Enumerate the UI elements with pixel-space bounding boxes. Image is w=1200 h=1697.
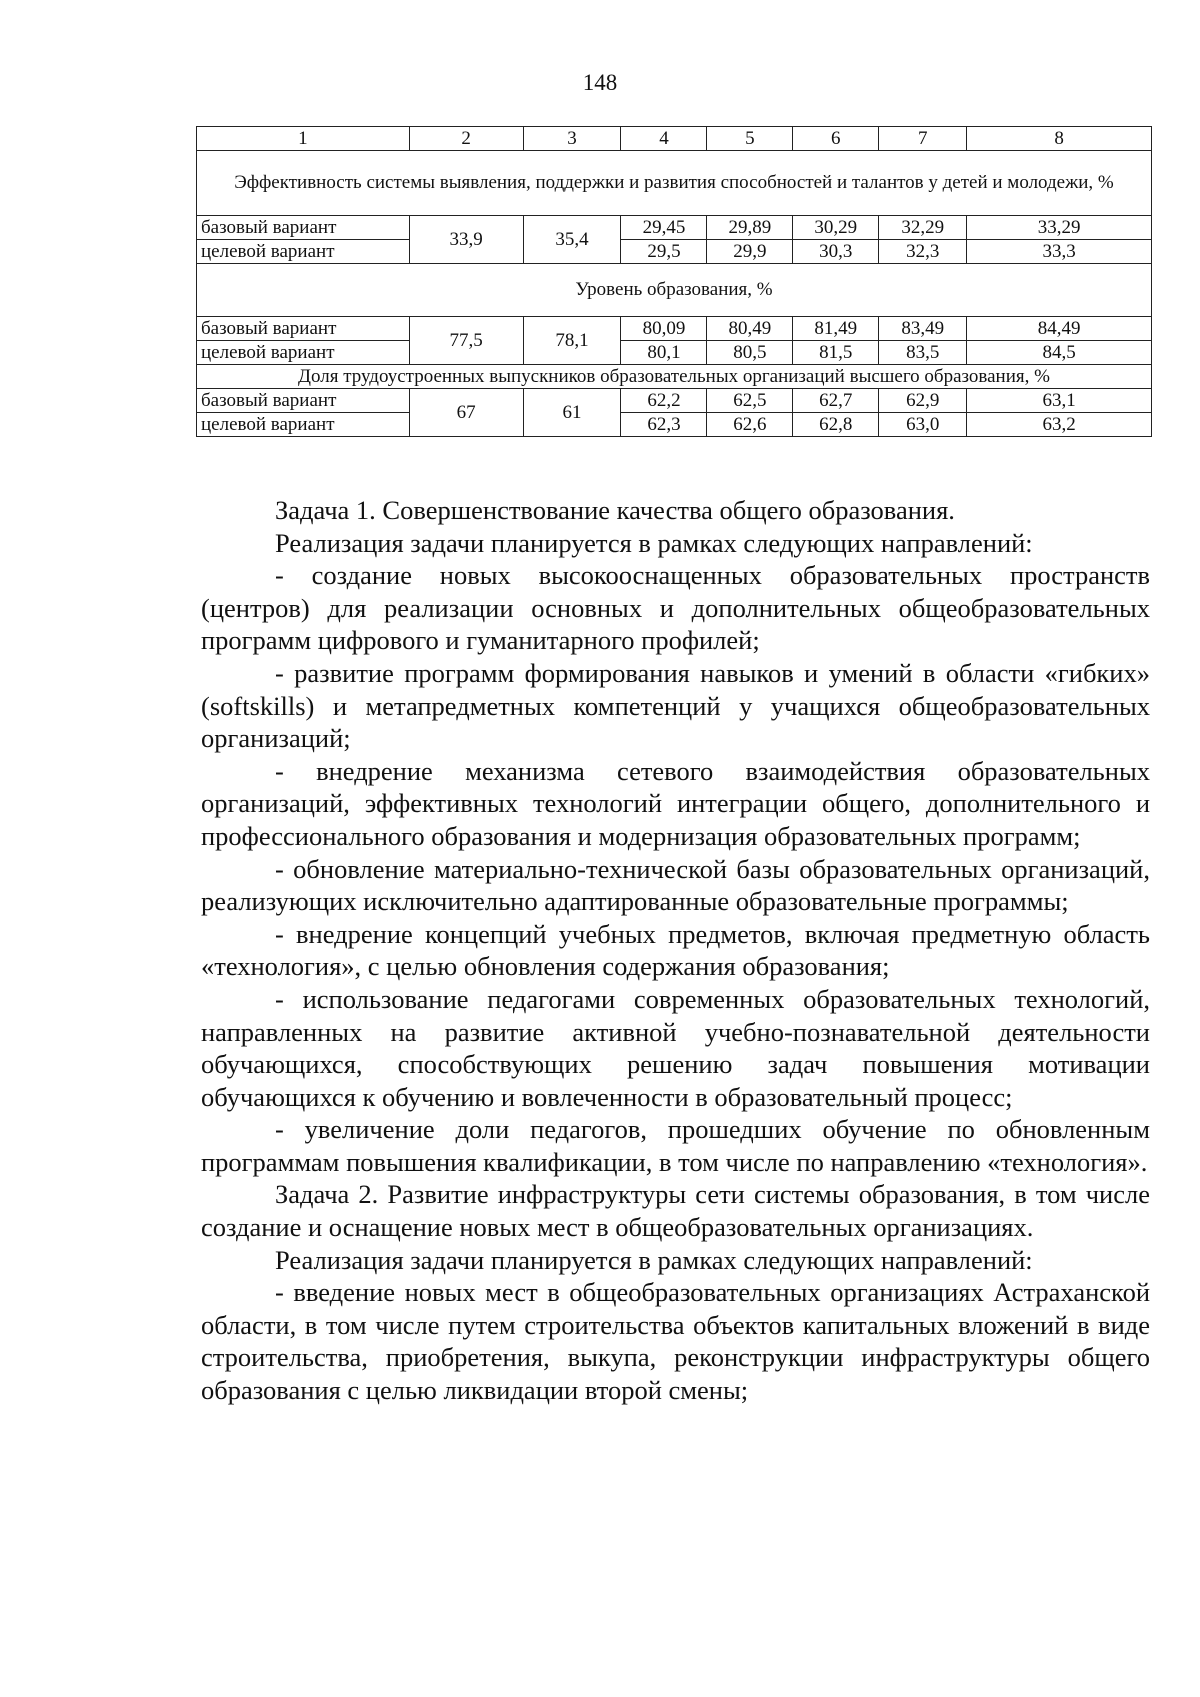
table-row bbox=[197, 240, 1152, 264]
value-cell: 33,3 bbox=[967, 240, 1152, 264]
column-header: 4 bbox=[621, 127, 707, 151]
value-cell: 32,29 bbox=[879, 216, 967, 240]
value-cell: 32,3 bbox=[879, 240, 967, 264]
merged-value-cell: 77,5 bbox=[409, 317, 523, 365]
column-header: 5 bbox=[707, 127, 793, 151]
value-cell: 83,49 bbox=[879, 317, 967, 341]
value-cell: 84,49 bbox=[967, 317, 1152, 341]
list-item: - внедрение механизма сетевого взаимодействия образовательных организаций, эффективных технологий интеграции общего, дополнительного и профессионального образования и модернизация образовательных программ; bbox=[201, 755, 1150, 851]
list-item: - увеличение доли педагогов, прошедших обучение по обновленным программам повышения квалификации, в том числе по направлению «технология». bbox=[201, 1114, 1150, 1177]
list-item: - развитие программ формирования навыков и умений в области «гибких» (softskills) и метапредметных компетенций у учащихся общеобразовательных организаций; bbox=[201, 657, 1150, 754]
row-label: базовый вариант bbox=[197, 389, 410, 413]
value-cell: 33,29 bbox=[967, 216, 1152, 240]
value-cell: 29,9 bbox=[707, 240, 793, 264]
indicators-table bbox=[196, 126, 1152, 437]
value-cell: 84,5 bbox=[967, 341, 1152, 365]
value-cell: 80,1 bbox=[621, 341, 707, 365]
task-heading: Задача 1. Совершенствование качества общего образования. bbox=[275, 495, 955, 525]
page-number: 148 bbox=[582, 70, 618, 95]
column-header: 3 bbox=[523, 127, 621, 151]
value-cell: 30,29 bbox=[793, 216, 879, 240]
value-cell: 63,2 bbox=[967, 413, 1152, 437]
value-cell: 62,6 bbox=[707, 413, 793, 437]
value-cell: 29,89 bbox=[707, 216, 793, 240]
paragraph: Реализация задачи планируется в рамках следующих направлений: bbox=[275, 527, 1033, 558]
value-cell: 62,5 bbox=[707, 389, 793, 413]
merged-value-cell: 78,1 bbox=[523, 317, 621, 365]
section-title: Уровень образования, % bbox=[197, 264, 1152, 317]
section-title: Доля трудоустроенных выпускников образовательных организаций высшего образования, % bbox=[197, 365, 1152, 389]
body-text bbox=[201, 494, 1150, 1407]
value-cell: 62,7 bbox=[793, 389, 879, 413]
paragraph: Реализация задачи планируется в рамках следующих направлений: bbox=[275, 1244, 1033, 1275]
column-header: 2 bbox=[409, 127, 523, 151]
table-row bbox=[197, 216, 1152, 240]
list-item: - внедрение концепций учебных предметов, включая предметную область «технология», с целью обновления содержания образования; bbox=[201, 918, 1150, 982]
list-item: - создание новых высокооснащенных образовательных пространств (центров) для реализации основных и дополнительных общеобразовательных программ цифрового и гуманитарного профилей; bbox=[201, 560, 1150, 656]
section-title-row bbox=[197, 151, 1152, 216]
merged-value-cell: 67 bbox=[409, 389, 523, 437]
merged-value-cell: 33,9 bbox=[409, 216, 523, 264]
row-label: целевой вариант bbox=[197, 413, 410, 437]
table-row bbox=[197, 317, 1152, 341]
list-item: - введение новых мест в общеобразовательных организациях Астраханской области, в том числе путем строительства объектов капитальных вложений в виде строительства, приобретения, выкупа, реконструкции инфраструктуры общего образования с целью ликвидации второй смены; bbox=[201, 1277, 1150, 1406]
section-title: Эффективность системы выявления, поддержки и развития способностей и талантов у детей и молодежи, % bbox=[197, 151, 1152, 216]
value-cell: 62,8 bbox=[793, 413, 879, 437]
value-cell: 83,5 bbox=[879, 341, 967, 365]
row-label: целевой вариант bbox=[197, 240, 410, 264]
section-title-row bbox=[197, 264, 1152, 317]
row-label: целевой вариант bbox=[197, 341, 410, 365]
column-header: 6 bbox=[793, 127, 879, 151]
value-cell: 80,5 bbox=[707, 341, 793, 365]
merged-value-cell: 61 bbox=[523, 389, 621, 437]
column-header: 7 bbox=[879, 127, 967, 151]
row-label: базовый вариант bbox=[197, 216, 410, 240]
value-cell: 80,49 bbox=[707, 317, 793, 341]
value-cell: 81,5 bbox=[793, 341, 879, 365]
merged-value-cell: 35,4 bbox=[523, 216, 621, 264]
value-cell: 63,1 bbox=[967, 389, 1152, 413]
value-cell: 62,3 bbox=[621, 413, 707, 437]
table-header-row bbox=[197, 127, 1152, 151]
value-cell: 29,5 bbox=[621, 240, 707, 264]
row-label: базовый вариант bbox=[197, 317, 410, 341]
value-cell: 62,2 bbox=[621, 389, 707, 413]
list-item: - использование педагогами современных образовательных технологий, направленных на развитие активной учебно-познавательной деятельности обучающихся, способствующих решению задач повышения мотивации обучающихся к обучению и вовлеченности в образовательный процесс; bbox=[201, 983, 1150, 1112]
table-row bbox=[197, 341, 1152, 365]
value-cell: 80,09 bbox=[621, 317, 707, 341]
table-row bbox=[197, 413, 1152, 437]
task-heading: Задача 2. Развитие инфраструктуры сети системы образования, в том числе создание и оснащение новых мест в общеобразовательных организациях. bbox=[201, 1179, 1150, 1243]
section-title-row bbox=[197, 365, 1152, 389]
column-header: 1 bbox=[197, 127, 410, 151]
column-header: 8 bbox=[967, 127, 1152, 151]
value-cell: 62,9 bbox=[879, 389, 967, 413]
value-cell: 81,49 bbox=[793, 317, 879, 341]
table-row bbox=[197, 389, 1152, 413]
value-cell: 30,3 bbox=[793, 240, 879, 264]
list-item: - обновление материально-технической базы образовательных организаций, реализующих исключительно адаптированные образовательные программы; bbox=[201, 853, 1150, 917]
value-cell: 29,45 bbox=[621, 216, 707, 240]
value-cell: 63,0 bbox=[879, 413, 967, 437]
